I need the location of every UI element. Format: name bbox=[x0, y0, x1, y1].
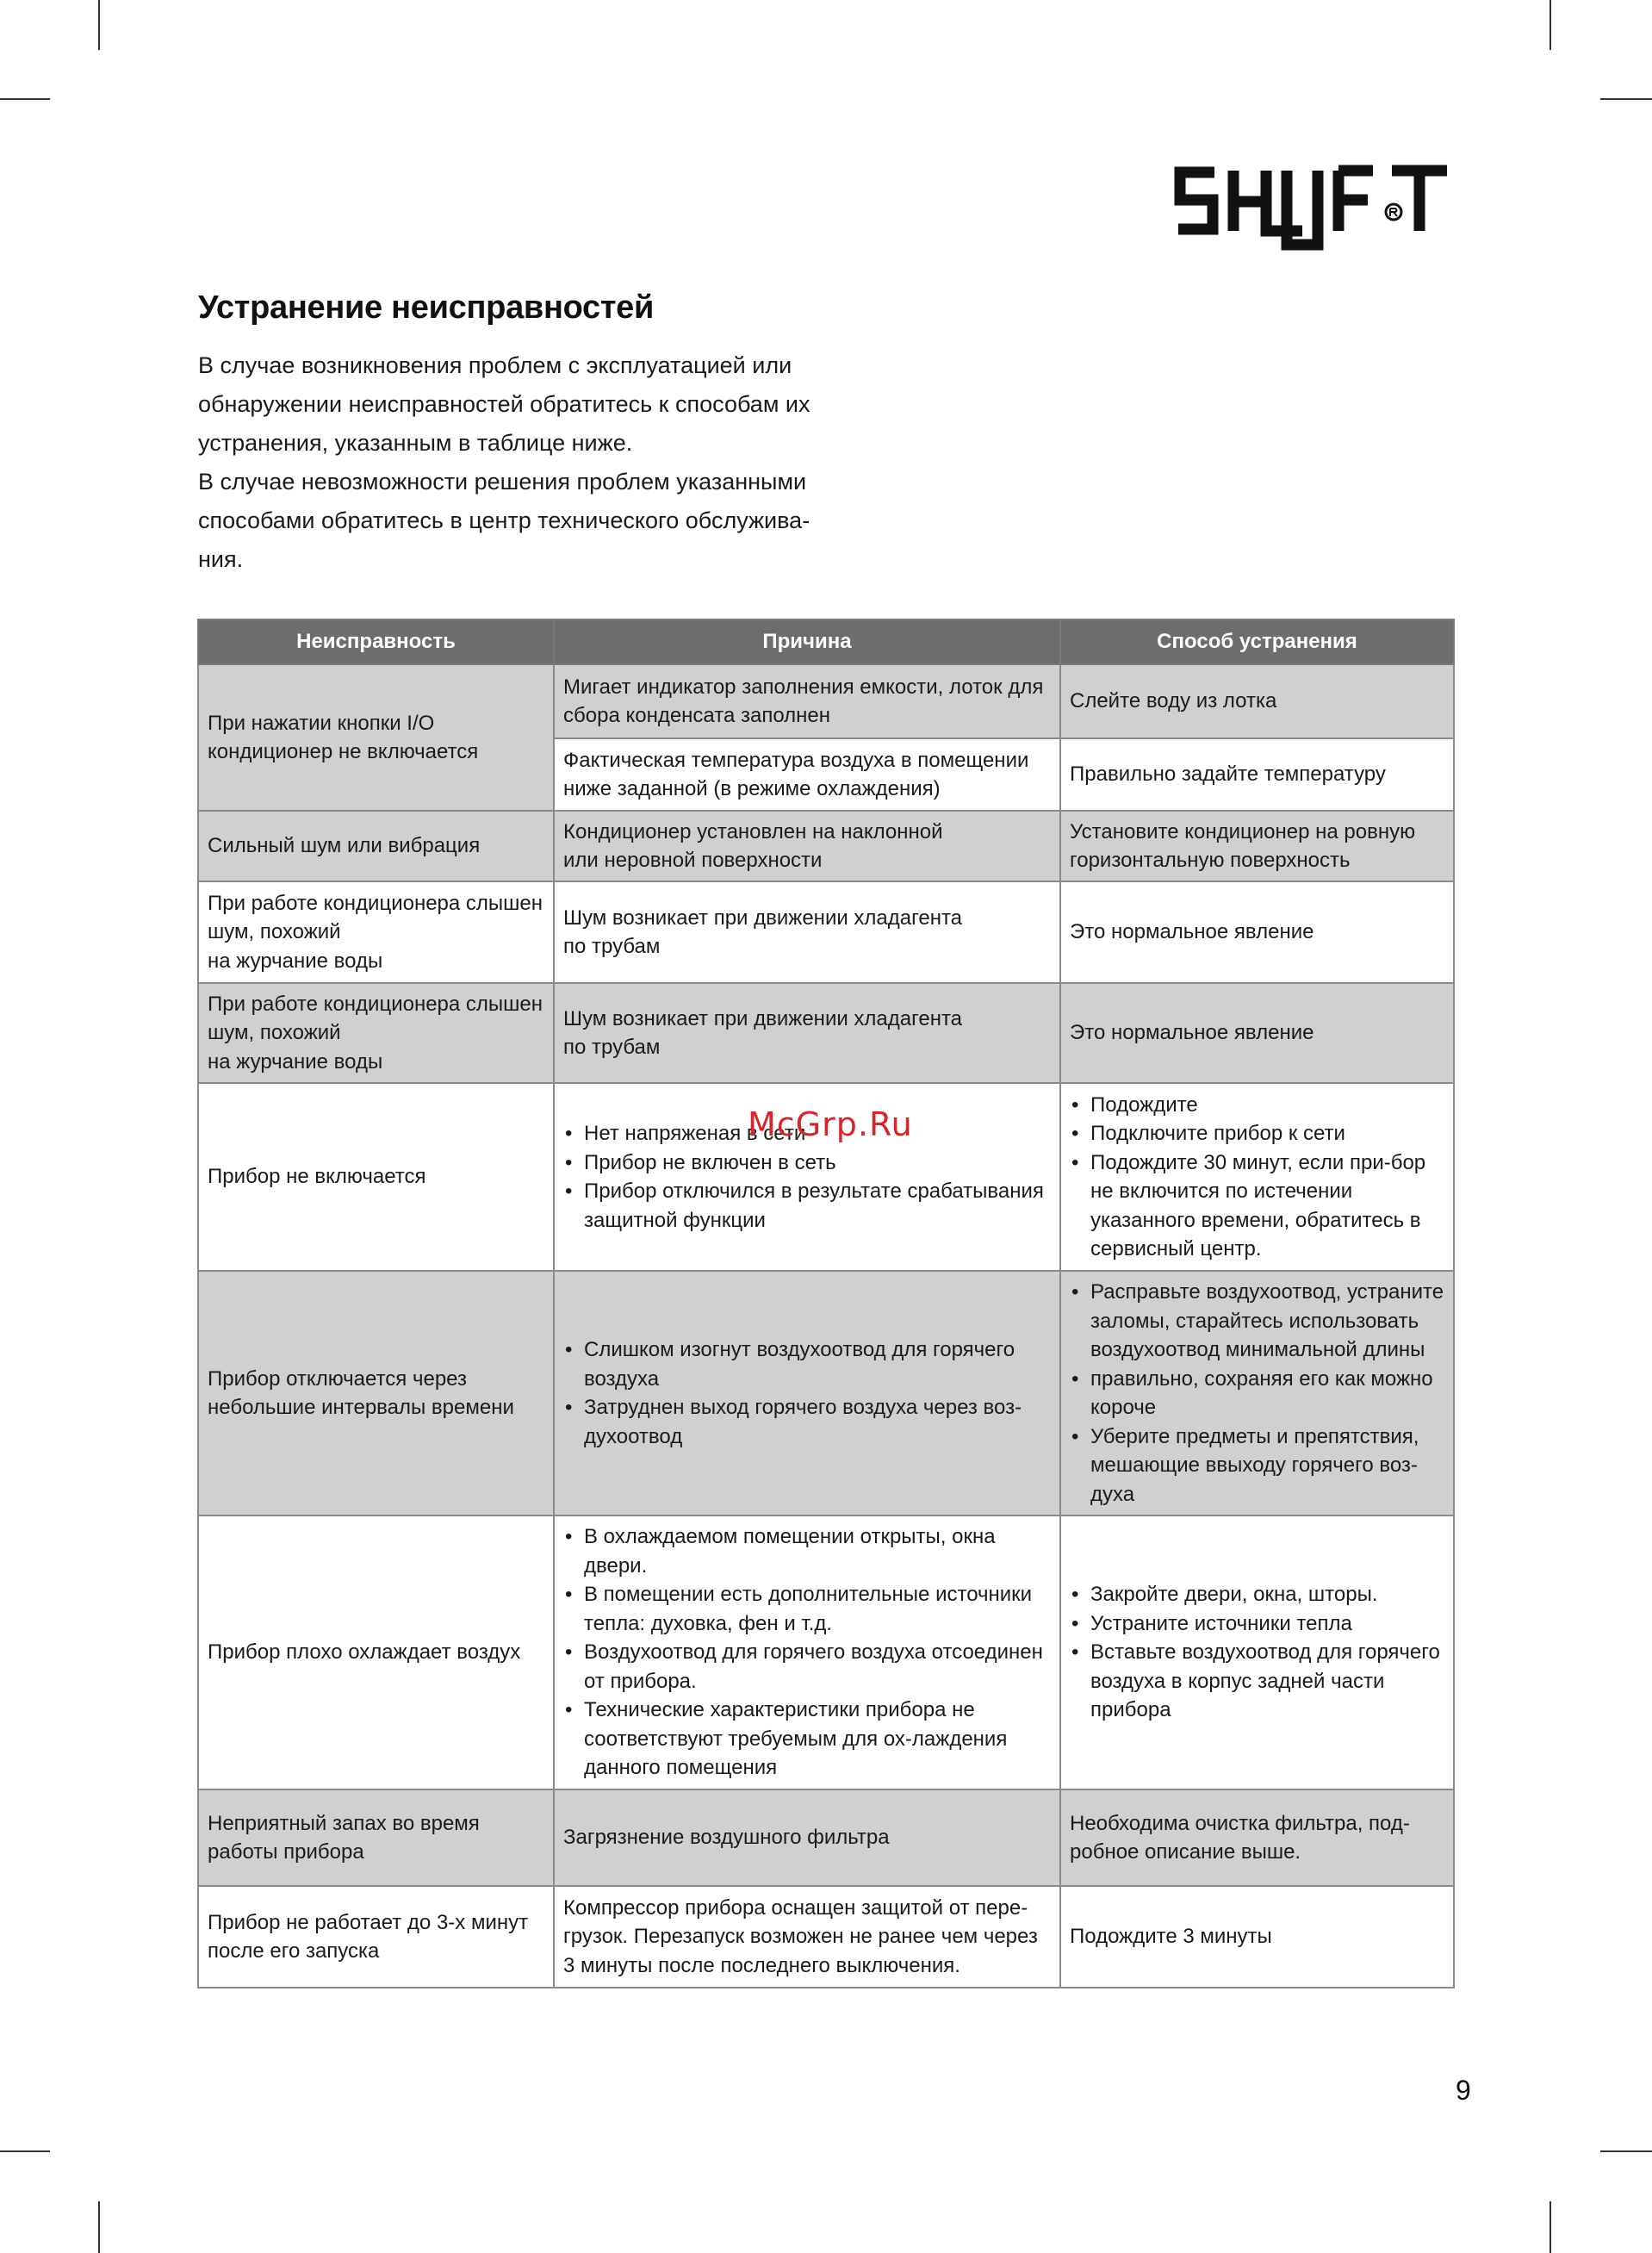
fault-cell: Прибор плохо охлаждает воздух bbox=[198, 1515, 554, 1789]
crop-mark bbox=[98, 2201, 100, 2253]
page-number: 9 bbox=[1456, 2075, 1471, 2106]
fault-cell: При работе кондиционера слышен шум, похожий на журчание воды bbox=[198, 881, 554, 983]
list-item: • Технические характеристики прибора не соответствуют требуемым для ох-лаждения данного помещения bbox=[563, 1696, 1051, 1783]
table-header-row bbox=[198, 619, 1454, 664]
crop-mark bbox=[1550, 2201, 1551, 2253]
cause-cell: Компрессор прибора оснащен защитой от пере- грузок. Перезапуск возможен не ранее чем через 3 минуты после последнего выключения. bbox=[554, 1886, 1060, 1988]
fix-cell: Установите кондиционер на ровную горизонтальную поверхность bbox=[1060, 811, 1454, 881]
crop-mark bbox=[0, 2150, 50, 2152]
cause-cell: Загрязнение воздушного фильтра bbox=[554, 1789, 1060, 1886]
fault-cell: Сильный шум или вибрация bbox=[198, 811, 554, 881]
list-item: • Устраните источники тепла bbox=[1070, 1609, 1444, 1639]
list-item: • Затруднен выход горячего воздуха через воз-духоотвод bbox=[563, 1393, 1051, 1451]
page-title: Устранение неисправностей bbox=[198, 289, 655, 326]
table-row bbox=[198, 664, 1454, 738]
cause-cell: Шум возникает при движении хладагента по трубам bbox=[554, 881, 1060, 983]
fix-list bbox=[1070, 1091, 1444, 1264]
fault-cell: Прибор не включается bbox=[198, 1083, 554, 1271]
cause-cell bbox=[554, 1271, 1060, 1515]
table-row bbox=[198, 881, 1454, 983]
list-item: • В охлаждаемом помещении открыты, окна двери. bbox=[563, 1522, 1051, 1580]
list-item: • Слишком изогнут воздухоотвод для горячего воздуха bbox=[563, 1335, 1051, 1393]
intro-paragraph: В случае возникновения проблем с эксплуатацией или обнаружении неисправностей обратитесь к способам их устранения, указанным в таблице ниже. bbox=[198, 352, 810, 456]
cause-cell: Кондиционер установлен на наклонной или неровной поверхности bbox=[554, 811, 1060, 881]
cause-cell: Шум возникает при движении хладагента по трубам bbox=[554, 983, 1060, 1083]
fix-cell: Правильно задайте температуру bbox=[1060, 738, 1454, 811]
fault-cell: При нажатии кнопки I/O кондиционер не включается bbox=[198, 664, 554, 811]
list-item: • Прибор отключился в результате срабатывания защитной функции bbox=[563, 1177, 1051, 1235]
watermark: McGrp.Ru bbox=[748, 1105, 913, 1143]
cause-list bbox=[563, 1335, 1051, 1451]
intro-text bbox=[198, 346, 818, 579]
fix-cell bbox=[1060, 1083, 1454, 1271]
fault-cell: Неприятный запах во время работы прибора bbox=[198, 1789, 554, 1886]
list-item: • Воздухоотвод для горячего воздуха отсоединен от прибора. bbox=[563, 1638, 1051, 1696]
fix-cell bbox=[1060, 1515, 1454, 1789]
list-item: • Подключите прибор к сети bbox=[1070, 1119, 1444, 1148]
table-row bbox=[198, 811, 1454, 881]
crop-mark bbox=[98, 0, 100, 50]
fix-cell: Это нормальное явление bbox=[1060, 983, 1454, 1083]
fault-cell: Прибор отключается через небольшие интервалы времени bbox=[198, 1271, 554, 1515]
fix-cell: Это нормальное явление bbox=[1060, 881, 1454, 983]
intro-paragraph: В случае невозможности решения проблем указанными способами обратитесь в центр технического обслужива- ния. bbox=[198, 469, 810, 572]
fix-cell: Необходима очистка фильтра, под- робное описание выше. bbox=[1060, 1789, 1454, 1886]
table-row bbox=[198, 1789, 1454, 1886]
list-item: • Нет напряженая в сети bbox=[563, 1119, 1051, 1148]
troubleshooting-table bbox=[197, 619, 1455, 1988]
fix-cell bbox=[1060, 1271, 1454, 1515]
list-item: • Вставьте воздухоотвод для горячего воздуха в корпус задней части прибора bbox=[1070, 1638, 1444, 1725]
brand-logo bbox=[1173, 162, 1454, 255]
header-fault: Неисправность bbox=[198, 619, 554, 664]
list-item: • Прибор не включен в сеть bbox=[563, 1148, 1051, 1178]
table-row bbox=[198, 1271, 1454, 1515]
cause-cell: Мигает индикатор заполнения емкости, лоток для сбора конденсата заполнен bbox=[554, 664, 1060, 738]
fix-list bbox=[1070, 1278, 1444, 1509]
list-item: • Подождите bbox=[1070, 1091, 1444, 1120]
table-row bbox=[198, 1515, 1454, 1789]
cause-list bbox=[563, 1522, 1051, 1783]
cause-cell: Фактическая температура воздуха в помещении ниже заданной (в режиме охлаждения) bbox=[554, 738, 1060, 811]
header-cause: Причина bbox=[554, 619, 1060, 664]
crop-mark bbox=[1600, 98, 1652, 100]
fix-cell: Слейте воду из лотка bbox=[1060, 664, 1454, 738]
table-row bbox=[198, 1886, 1454, 1988]
list-item: • Расправьте воздухоотвод, устраните заломы, старайтесь использовать воздухоотвод минимальной длины bbox=[1070, 1278, 1444, 1365]
crop-mark bbox=[0, 98, 50, 100]
fault-cell: Прибор не работает до 3-х минут после его запуска bbox=[198, 1886, 554, 1988]
crop-mark bbox=[1600, 2150, 1652, 2152]
list-item: • В помещении есть дополнительные источники тепла: духовка, фен и т.д. bbox=[563, 1580, 1051, 1638]
cause-cell bbox=[554, 1515, 1060, 1789]
table-row bbox=[198, 983, 1454, 1083]
list-item: • Закройте двери, окна, шторы. bbox=[1070, 1580, 1444, 1609]
header-fix: Способ устранения bbox=[1060, 619, 1454, 664]
fault-cell: При работе кондиционера слышен шум, похожий на журчание воды bbox=[198, 983, 554, 1083]
fix-cell: Подождите 3 минуты bbox=[1060, 1886, 1454, 1988]
list-item: • правильно, сохраняя его как можно короче bbox=[1070, 1365, 1444, 1422]
crop-mark bbox=[1550, 0, 1551, 50]
list-item: • Подождите 30 минут, если при-бор не включится по истечении указанного времени, обратитесь в сервисный центр. bbox=[1070, 1148, 1444, 1264]
fix-list bbox=[1070, 1580, 1444, 1725]
list-item: • Уберите предметы и препятствия, мешающие ввыходу горячего воз-духа bbox=[1070, 1422, 1444, 1509]
